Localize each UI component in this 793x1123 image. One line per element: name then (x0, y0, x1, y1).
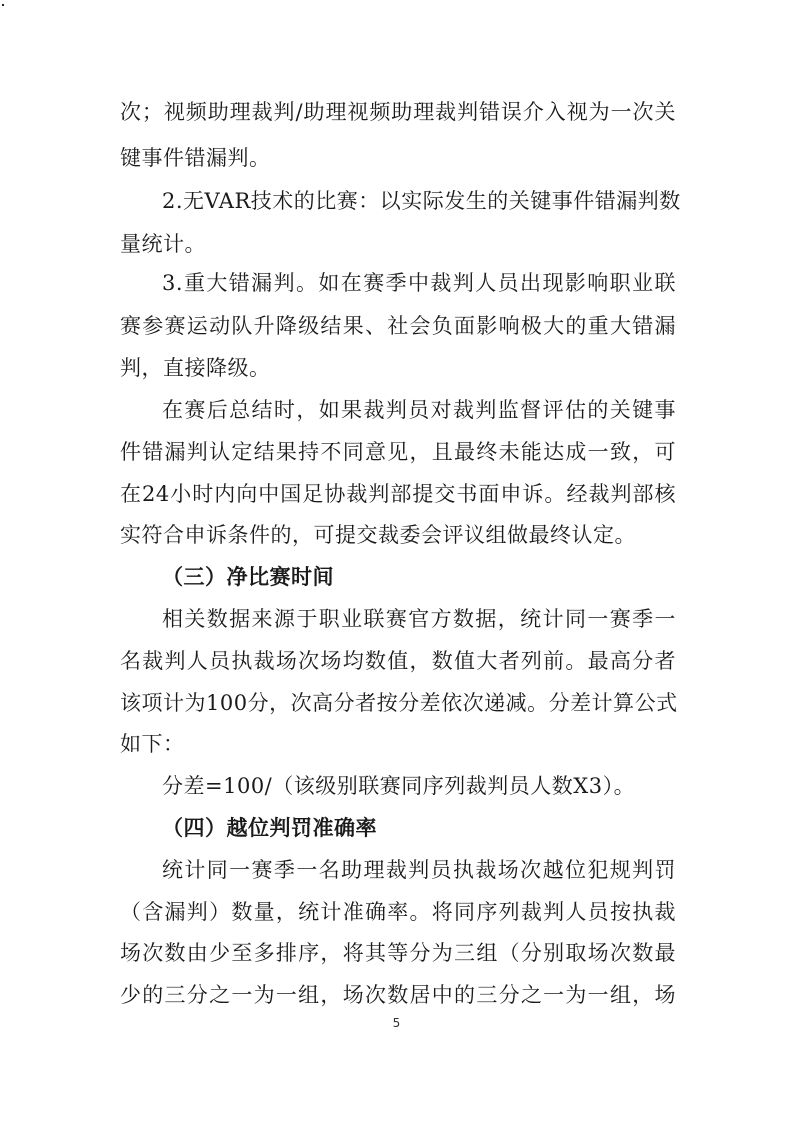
text-line: （含漏判）数量，统计准确率。将同序列裁判人员按执裁 (120, 900, 676, 924)
section-heading: （三）净比赛时间 (162, 564, 334, 589)
scan-mark (2, 4, 4, 6)
text-line: 场次数由少至多排序，将其等分为三组（分别取场次数最 (120, 941, 676, 965)
text-line: 键事件错漏判。 (120, 146, 271, 170)
text-line: 2.无VAR技术的比赛：以实际发生的关键事件错漏判数 (162, 189, 681, 213)
text-line: 相关数据来源于职业联赛官方数据，统计同一赛季一 (162, 607, 676, 631)
text-line: 赛参赛运动队升降级结果、社会负面影响极大的重大错漏 (120, 314, 676, 338)
text-line: 件错漏判认定结果持不同意见，且最终未能达成一致，可 (120, 440, 676, 464)
text-line: 如下： (120, 732, 185, 756)
section-heading: （四）越位判罚准确率 (162, 815, 377, 840)
text-line: 名裁判人员执裁场次场均数值，数值大者列前。最高分者 (120, 649, 676, 673)
text-line: 在赛后总结时，如果裁判员对裁判监督评估的关键事 (162, 398, 676, 422)
text-line: 实符合申诉条件的，可提交裁委会评议组做最终认定。 (120, 523, 636, 547)
text-line: 少的三分之一为一组，场次数居中的三分之一为一组，场 (120, 983, 676, 1007)
text-line: 该项计为100分，次高分者按分差依次递减。分差计算公式 (120, 691, 678, 715)
text-line: 判，直接降级。 (120, 356, 271, 380)
page-number: 5 (392, 1016, 401, 1030)
text-line: 量统计。 (120, 232, 206, 256)
formula-line: 分差=100/（该级别联赛同序列裁判员人数X3）。 (162, 774, 636, 798)
text-line: 3.重大错漏判。如在赛季中裁判人员出现影响职业联 (162, 271, 676, 295)
text-line: 次；视频助理裁判/助理视频助理裁判错误介入视为一次关 (120, 100, 676, 124)
text-line: 统计同一赛季一名助理裁判员执裁场次越位犯规判罚 (162, 858, 676, 882)
text-line: 在24小时内向中国足协裁判部提交书面申诉。经裁判部核 (120, 482, 676, 506)
